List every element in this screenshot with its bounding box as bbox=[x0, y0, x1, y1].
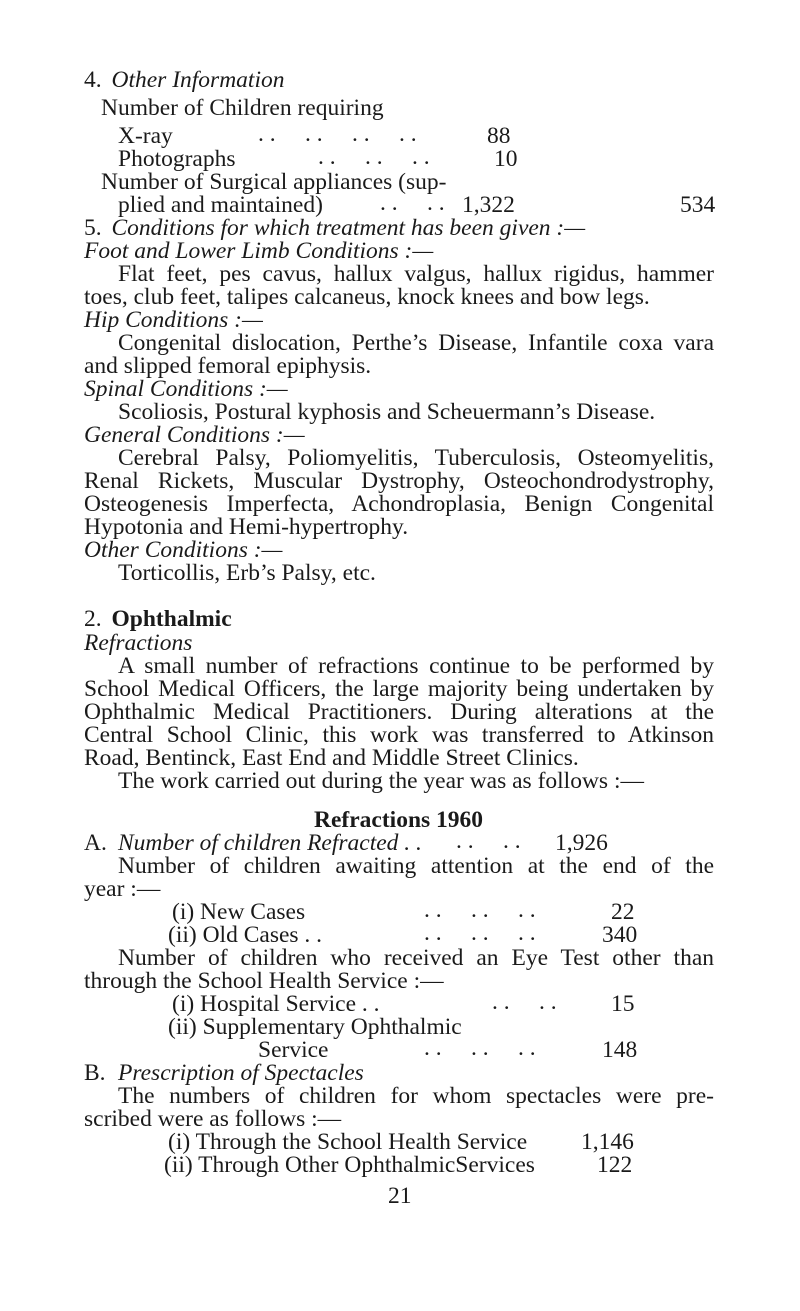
eye-test-line-1: Number of children who received an Eye Test other than bbox=[118, 945, 714, 971]
spinal-conditions-heading: Spinal Conditions :— bbox=[84, 376, 288, 402]
appliances-line-2: plied and maintained) bbox=[118, 192, 323, 218]
ophthalmic-number: 2. bbox=[84, 606, 102, 632]
refractions-paragraph-line-1: A small number of refractions continue to be performed by bbox=[118, 653, 714, 679]
old-cases-leader-dots: . . . . . . bbox=[424, 920, 536, 946]
supplementary-value: 148 bbox=[602, 1037, 638, 1063]
new-cases-leader-dots: . . . . . . bbox=[424, 897, 536, 923]
appliances-total: 534 bbox=[680, 192, 716, 218]
new-cases-label: (i) New Cases bbox=[172, 899, 306, 925]
refractions-paragraph-line-6: The work carried out during the year was as follows :— bbox=[118, 768, 644, 794]
item-b-heading: Prescription of Spectacles bbox=[118, 1060, 364, 1086]
item-a-label: A. bbox=[84, 830, 107, 856]
general-conditions-line-2: Renal Rickets, Muscular Dystrophy, Osteochondrodystrophy, bbox=[84, 468, 714, 494]
section-5-number: 5. bbox=[84, 215, 102, 241]
hip-conditions-line-1: Congenital dislocation, Perthe’s Disease, Infantile coxa vara bbox=[118, 330, 714, 356]
old-cases-value: 340 bbox=[602, 922, 638, 948]
appliances-line-1: Number of Surgical appliances (sup- bbox=[101, 169, 447, 195]
appliances-leader-dots: . . . . bbox=[380, 190, 445, 216]
item-a-heading: Number of children Refracted . . bbox=[118, 830, 422, 856]
hip-conditions-line-2: and slipped femoral epiphysis. bbox=[84, 353, 372, 379]
ophthalmic-title: Ophthalmic bbox=[111, 606, 232, 632]
general-conditions-line-3: Osteogenesis Imperfecta, Achondroplasia, Benign Congenital bbox=[84, 491, 714, 517]
supplementary-line-2: Service bbox=[258, 1037, 329, 1063]
item-b-line-2: scribed were as follows :— bbox=[84, 1106, 342, 1132]
photographs-value: 10 bbox=[494, 146, 518, 172]
section-4-title: Other Information bbox=[111, 67, 285, 93]
refractions-heading: Refractions bbox=[84, 630, 193, 656]
hip-conditions-heading: Hip Conditions :— bbox=[84, 307, 263, 333]
refractions-paragraph-line-4: Central School Clinic, this work was transferred to Atkinson bbox=[84, 722, 714, 748]
supplementary-line-1: (ii) Supplementary Ophthalmic bbox=[168, 1014, 462, 1040]
supplementary-leader-dots: . . . . . . bbox=[424, 1035, 536, 1061]
xray-value: 88 bbox=[487, 123, 511, 149]
children-requiring-label: Number of Children requiring bbox=[101, 95, 384, 121]
spinal-conditions-line-1: Scoliosis, Postural kyphosis and Scheuermann’s Disease. bbox=[118, 399, 656, 425]
other-ophthalmic-services-value: 122 bbox=[597, 1152, 633, 1178]
general-conditions-heading: General Conditions :— bbox=[84, 422, 305, 448]
item-a-value: 1,926 bbox=[555, 830, 608, 856]
item-b-line-1: The numbers of children for whom spectacles were pre- bbox=[118, 1083, 714, 1109]
general-conditions-line-4: Hypotonia and Hemi-hypertrophy. bbox=[84, 514, 409, 540]
other-conditions-heading: Other Conditions :— bbox=[84, 537, 283, 563]
photographs-leader-dots: . . . . . . bbox=[318, 144, 430, 170]
xray-leader-dots: . . . . . . . . bbox=[258, 121, 417, 147]
foot-conditions-heading: Foot and Lower Limb Conditions :— bbox=[84, 238, 434, 264]
awaiting-line-1: Number of children awaiting attention at the end of the bbox=[118, 853, 714, 879]
refractions-paragraph-line-5: Road, Bentinck, East End and Middle Street Clinics. bbox=[84, 745, 579, 771]
section-5-title: Conditions for which treatment has been given :— bbox=[111, 215, 586, 241]
item-b-label: B. bbox=[84, 1060, 106, 1086]
refractions-paragraph-line-2: School Medical Officers, the large majority being undertaken by bbox=[84, 676, 714, 702]
other-conditions-line-1: Torticollis, Erb’s Palsy, etc. bbox=[118, 560, 376, 586]
awaiting-line-2: year :— bbox=[84, 876, 161, 902]
section-4-heading bbox=[84, 66, 284, 95]
hospital-service-value: 15 bbox=[611, 991, 635, 1017]
school-health-service-value: 1,146 bbox=[581, 1129, 634, 1155]
item-a-leader-dots: . . . . bbox=[456, 828, 521, 854]
other-ophthalmic-services-label: (ii) Through Other OphthalmicServices bbox=[164, 1152, 535, 1178]
photographs-label: Photographs bbox=[118, 146, 236, 172]
eye-test-line-2: through the School Health Service :— bbox=[84, 968, 444, 994]
school-health-service-label: (i) Through the School Health Service bbox=[168, 1129, 528, 1155]
refractions-paragraph-line-3: Ophthalmic Medical Practitioners. During alterations at the bbox=[84, 699, 714, 725]
new-cases-value: 22 bbox=[611, 899, 635, 925]
hospital-service-leader-dots: . . . . bbox=[492, 989, 557, 1015]
refractions-table-title: Refractions 1960 bbox=[314, 807, 484, 833]
general-conditions-line-1: Cerebral Palsy, Poliomyelitis, Tuberculosis, Osteomyelitis, bbox=[118, 445, 714, 471]
hospital-service-label: (i) Hospital Service . . bbox=[172, 991, 380, 1017]
old-cases-label: (ii) Old Cases . . bbox=[168, 922, 323, 948]
foot-conditions-line-1: Flat feet, pes cavus, hallux valgus, hallux rigidus, hammer bbox=[118, 261, 714, 287]
appliances-value: 1,322 bbox=[462, 192, 515, 218]
page-number: 21 bbox=[388, 1183, 412, 1209]
foot-conditions-line-2: toes, club feet, talipes calcaneus, knock knees and bow legs. bbox=[84, 284, 650, 310]
xray-label: X-ray bbox=[118, 123, 173, 149]
section-4-number: 4. bbox=[84, 67, 102, 93]
